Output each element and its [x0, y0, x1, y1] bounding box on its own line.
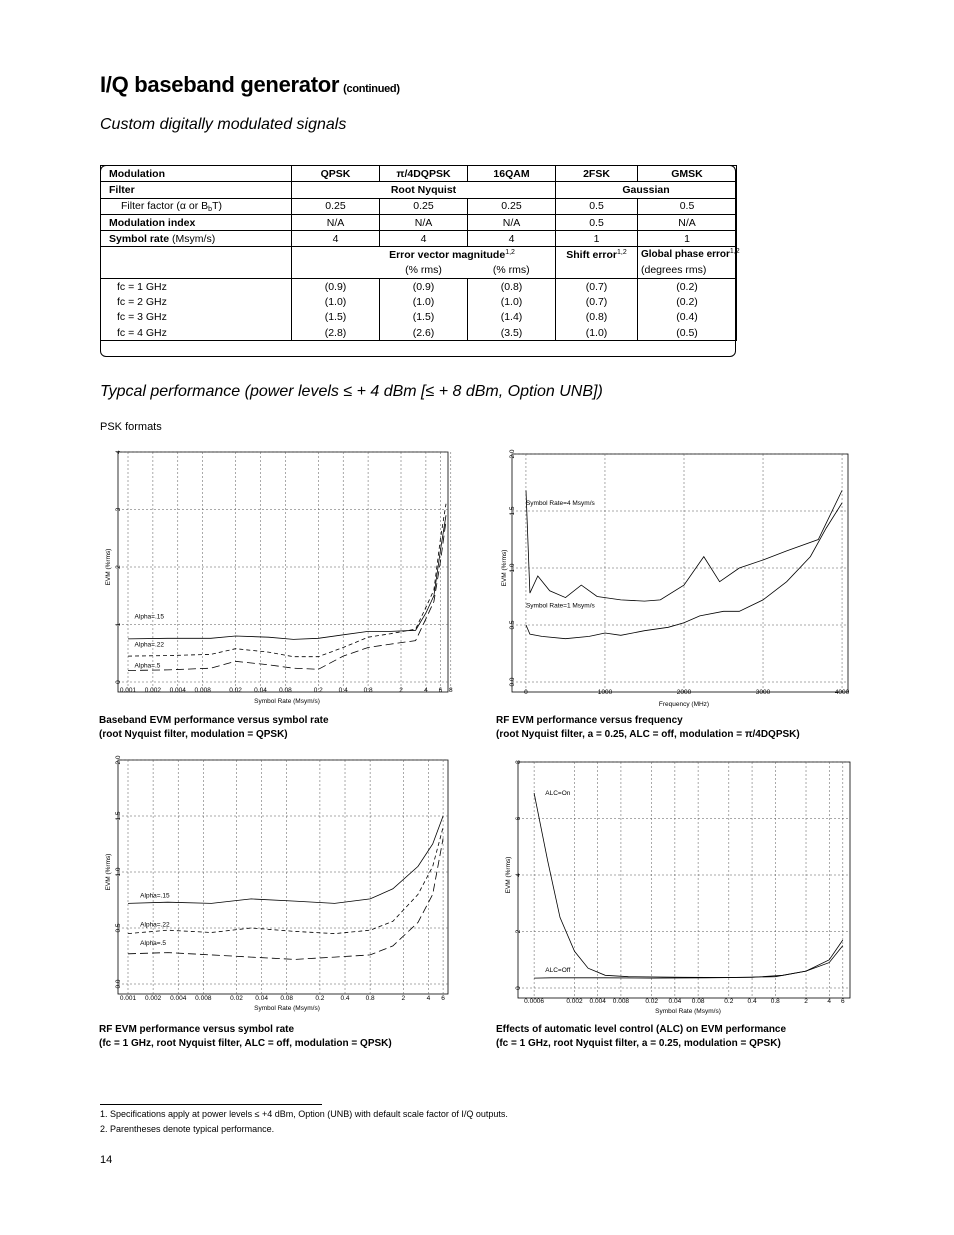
section-subtitle-custom: Custom digitally modulated signals — [100, 116, 347, 133]
alc-evm-chart — [496, 756, 850, 1018]
filter-factor-label: Filter factor (α or B — [121, 200, 209, 213]
table-cell — [556, 263, 638, 279]
table-cell: Root Nyquist — [292, 182, 556, 198]
x-axis-label: Symbol Rate (Msym/s) — [254, 698, 320, 705]
page-number: 14 — [100, 1154, 113, 1166]
table-cell: N/A — [638, 214, 737, 230]
rf-evm-frequency-chart — [496, 448, 850, 710]
x-tick-label: 0.02 — [645, 998, 658, 1005]
x-tick-label: 0.001 — [119, 995, 137, 1002]
caption-line: Effects of automatic level control (ALC) on EVM performance — [496, 1024, 787, 1035]
x-tick-label: 0.02 — [230, 995, 243, 1002]
table-cell: (0.7) — [556, 279, 638, 295]
x-tick-label: 2 — [399, 687, 403, 694]
x-tick-label: 0.08 — [691, 998, 705, 1005]
x-tick-label: 0.002 — [144, 687, 162, 694]
series-line — [534, 793, 843, 977]
table-header-cell: π/4DQPSK — [380, 166, 468, 182]
y-tick-label: 0.0 — [509, 677, 516, 687]
table-cell: 4 — [292, 231, 380, 247]
series-label: Symbol Rate=4 Msym/s — [525, 500, 595, 507]
series-label: Alpha=.5 — [140, 939, 167, 947]
rf-evm-symbol-rate-chart — [100, 756, 450, 1018]
x-tick-label: 2000 — [676, 689, 692, 696]
caption-line: RF EVM performance versus frequency — [496, 715, 683, 726]
x-tick-label: 4 — [426, 995, 431, 1002]
x-tick-label: 6 — [441, 995, 445, 1002]
y-tick-label: 1.0 — [509, 563, 516, 573]
series-label: ALC=Off — [545, 967, 571, 975]
footnote: 2. Parentheses denote typical performance. — [100, 1124, 275, 1134]
x-tick-label: 0.2 — [315, 995, 325, 1002]
table-row — [101, 310, 737, 325]
symbol-rate-label: Symbol rate — [109, 232, 170, 245]
table-cell: 0.5 — [556, 214, 638, 230]
table-row — [101, 198, 737, 214]
y-tick-label: 4 — [515, 873, 522, 877]
table-cell — [101, 247, 292, 279]
shift-label: Shift error — [566, 249, 618, 262]
table-cell: N/A — [468, 214, 556, 230]
x-tick-label: 0.008 — [195, 995, 212, 1002]
table-row — [101, 231, 737, 247]
grid-lines — [512, 454, 848, 692]
x-axis-label: Symbol Rate (Msym/s) — [655, 1008, 721, 1015]
series-label: ALC=On — [545, 790, 571, 798]
x-tick-label: 0.004 — [170, 995, 187, 1002]
evm-label: Error vector magnitude — [389, 249, 506, 262]
caption-line: (root Nyquist filter, modulation = QPSK) — [99, 729, 288, 740]
table-cell: (2.6) — [380, 325, 468, 341]
y-tick-label: 1 — [115, 622, 122, 627]
plot-frame — [118, 452, 448, 692]
table-cell — [292, 247, 556, 263]
filter-factor-end: T) — [212, 200, 222, 213]
x-tick-label: 4 — [827, 998, 832, 1005]
series-line — [128, 521, 446, 671]
x-tick-label: 0.008 — [194, 687, 211, 694]
x-tick-label: 0.04 — [255, 995, 268, 1002]
table-cell: fc = 1 GHz — [101, 279, 292, 295]
y-tick-label: 8 — [515, 760, 522, 764]
series-label: Alpha=.5 — [134, 662, 161, 670]
caption-line: (root Nyquist filter, a = 0.25, ALC = off, modulation = π/4DQPSK) — [496, 729, 800, 740]
plot-frame — [518, 762, 850, 998]
chart-caption-baseband — [99, 714, 329, 742]
series-line — [128, 838, 443, 959]
x-tick-label: 0.8 — [363, 687, 373, 694]
table-cell: (% rms) — [468, 263, 556, 279]
chart-caption-rf-symbol-rate — [99, 1023, 392, 1051]
series-label: Alpha=.15 — [134, 613, 165, 621]
table-cell: 0.5 — [638, 198, 737, 214]
symbol-rate-unit: (Msym/s) — [172, 232, 216, 245]
series-line — [128, 504, 446, 657]
table-cell: (0.8) — [556, 310, 638, 325]
x-tick-label: 0.001 — [119, 687, 137, 694]
table-header-cell: QPSK — [292, 166, 380, 182]
y-tick-label: 0.5 — [509, 620, 516, 630]
caption-line: (fc = 1 GHz, root Nyquist filter, ALC = off, modulation = QPSK) — [99, 1038, 392, 1049]
table-cell: fc = 3 GHz — [101, 310, 292, 325]
plot-frame — [118, 760, 448, 994]
series-label: Alpha=.22 — [134, 641, 165, 649]
series-line — [128, 816, 443, 903]
caption-line: RF EVM performance versus symbol rate — [99, 1024, 295, 1035]
y-axis-label: EVM (%rms) — [105, 853, 112, 891]
series-label: Alpha=.15 — [140, 892, 170, 900]
x-tick-label: 6 — [841, 998, 845, 1005]
y-axis-label: EVM (%rms) — [501, 549, 508, 587]
baseband-evm-chart — [100, 448, 453, 710]
table-cell: (degrees rms) — [638, 263, 737, 279]
plot-frame — [512, 454, 848, 692]
table-cell: 0.5 — [556, 198, 638, 214]
x-tick-label: 1000 — [597, 689, 613, 696]
table-cell: 1 — [638, 231, 737, 247]
table-cell: Gaussian — [556, 182, 737, 198]
x-tick-label: 0.4 — [338, 687, 348, 694]
x-tick-label: 0.004 — [169, 687, 186, 694]
x-tick-label: 0.04 — [254, 687, 267, 694]
x-tick-label: 8 — [448, 687, 453, 694]
x-tick-label: 0.4 — [340, 995, 350, 1002]
chart-caption-alc — [496, 1023, 786, 1051]
x-tick-label: 0.002 — [144, 995, 162, 1002]
table-cell: (1.0) — [468, 294, 556, 309]
x-tick-label: 0.008 — [612, 998, 630, 1005]
y-tick-label: 6 — [515, 816, 522, 821]
x-tick-label: 6 — [438, 687, 443, 694]
table-cell: (3.5) — [468, 325, 556, 341]
section-subtitle-typical: Typcal performance (power levels ≤ + 4 dBm [≤ + 8 dBm, Option UNB]) — [100, 383, 603, 400]
x-tick-label: 2 — [804, 998, 808, 1005]
table-header-cell: 2FSK — [556, 166, 638, 182]
x-tick-label: 4 — [424, 687, 428, 694]
table-cell: (0.4) — [638, 310, 737, 325]
x-tick-label: 0.8 — [365, 995, 375, 1002]
caption-line: Baseband EVM performance versus symbol rate — [99, 715, 329, 726]
y-tick-label: 1.0 — [115, 867, 122, 877]
table-cell: (1.0) — [380, 294, 468, 309]
table-row — [101, 166, 737, 182]
filter-factor-sub: b — [208, 206, 213, 214]
table-row — [101, 294, 737, 309]
spec-table — [100, 165, 740, 341]
x-tick-label: 0.02 — [229, 687, 242, 694]
footnote-divider — [100, 1104, 322, 1105]
psk-formats-label: PSK formats — [100, 421, 162, 433]
x-axis-label: Frequency (MHz) — [658, 701, 710, 708]
series-line — [128, 827, 443, 933]
shift-sup: 1,2 — [617, 249, 627, 257]
y-tick-label: 2.0 — [115, 755, 122, 765]
table-header-cell: 16QAM — [468, 166, 556, 182]
page-title — [100, 72, 400, 98]
table-row — [101, 247, 737, 263]
table-cell: (1.5) — [380, 310, 468, 325]
evm-sup: 1,2 — [505, 249, 515, 257]
gpe-label: Global phase error — [641, 249, 730, 261]
table-cell: (2.8) — [292, 325, 380, 341]
table-cell: fc = 2 GHz — [101, 294, 292, 309]
x-tick-label: 0.08 — [280, 995, 294, 1002]
title-text: I/Q baseband generator — [100, 72, 340, 97]
y-tick-label: 0 — [115, 680, 122, 684]
x-tick-label: 0.4 — [747, 998, 757, 1005]
table-cell: (0.7) — [556, 294, 638, 309]
table-cell: N/A — [292, 214, 380, 230]
table-cell — [638, 247, 740, 263]
x-tick-label: 0.08 — [279, 687, 292, 694]
series-line — [128, 515, 446, 639]
x-tick-label: 0.004 — [589, 998, 606, 1005]
grid-lines — [518, 762, 850, 998]
table-row — [101, 214, 737, 230]
y-axis-label: EVM (%rms) — [105, 548, 112, 586]
title-suffix: (continued) — [343, 83, 400, 95]
gpe-sup: 1,2 — [729, 248, 740, 256]
table-cell: (1.0) — [556, 325, 638, 341]
table-cell: 0.25 — [468, 198, 556, 214]
table-cell: 0.25 — [292, 198, 380, 214]
x-tick-label: 0.0006 — [524, 998, 545, 1005]
table-row — [101, 182, 737, 198]
x-tick-label: 0.002 — [566, 998, 583, 1005]
spec-table-frame — [100, 165, 740, 357]
footnote: 1. Specifications apply at power levels ≤ +4 dBm, Option (UNB) with default scale factor of I/Q outputs. — [100, 1109, 508, 1119]
series-line — [534, 946, 843, 979]
table-row — [101, 325, 737, 341]
series-label: Symbol Rate=1 Msym/s — [525, 602, 595, 610]
table-cell — [101, 198, 292, 214]
table-cell: Filter — [101, 182, 292, 198]
table-cell: 0.25 — [380, 198, 468, 214]
grid-lines — [118, 760, 448, 994]
y-tick-label: 0.5 — [115, 923, 122, 933]
y-tick-label: 2 — [115, 565, 122, 569]
table-cell: (0.8) — [468, 279, 556, 295]
x-tick-label: 2 — [401, 995, 406, 1002]
y-tick-label: 2.0 — [509, 449, 516, 459]
table-row — [101, 279, 737, 295]
y-tick-label: 1.5 — [115, 811, 122, 821]
table-cell: (1.4) — [468, 310, 556, 325]
table-cell: (% rms) — [380, 263, 468, 279]
table-cell — [292, 263, 380, 279]
x-tick-label: 4000 — [834, 689, 850, 696]
table-cell: (0.9) — [380, 279, 468, 295]
grid-lines — [118, 452, 451, 692]
y-tick-label: 0.0 — [115, 979, 122, 989]
table-cell: (1.0) — [292, 294, 380, 309]
table-cell: 1 — [556, 231, 638, 247]
x-tick-label: 0 — [524, 689, 528, 696]
table-header-cell: Modulation — [101, 166, 292, 182]
series-label: Alpha=.22 — [140, 921, 170, 929]
table-cell: (0.9) — [292, 279, 380, 295]
table-cell: (0.5) — [638, 325, 737, 341]
y-tick-label: 0 — [515, 986, 522, 990]
table-cell: 4 — [468, 231, 556, 247]
y-tick-label: 2 — [515, 929, 522, 934]
y-tick-label: 3 — [115, 507, 122, 512]
x-tick-label: 0.8 — [770, 998, 780, 1005]
table-cell — [556, 247, 638, 263]
table-cell: (0.2) — [638, 279, 737, 295]
y-axis-label: EVM (%rms) — [505, 856, 512, 894]
caption-line: (fc = 1 GHz, root Nyquist filter, a = 0.25, modulation = QPSK) — [496, 1038, 781, 1049]
x-axis-label: Symbol Rate (Msym/s) — [254, 1005, 320, 1012]
x-tick-label: 0.04 — [668, 998, 682, 1005]
x-tick-label: 3000 — [755, 689, 771, 696]
y-tick-label: 1.5 — [509, 506, 516, 516]
x-tick-label: 0.2 — [724, 998, 734, 1005]
table-cell: N/A — [380, 214, 468, 230]
y-tick-label: 4 — [115, 450, 122, 454]
chart-caption-rf-frequency — [496, 714, 800, 742]
table-header-cell: GMSK — [638, 166, 737, 182]
table-cell: (1.5) — [292, 310, 380, 325]
x-tick-label: 0.2 — [313, 687, 323, 694]
table-cell: fc = 4 GHz — [101, 325, 292, 341]
table-cell — [101, 231, 292, 247]
table-cell: Modulation index — [101, 214, 292, 230]
table-cell: (0.2) — [638, 294, 737, 309]
table-cell: 4 — [380, 231, 468, 247]
